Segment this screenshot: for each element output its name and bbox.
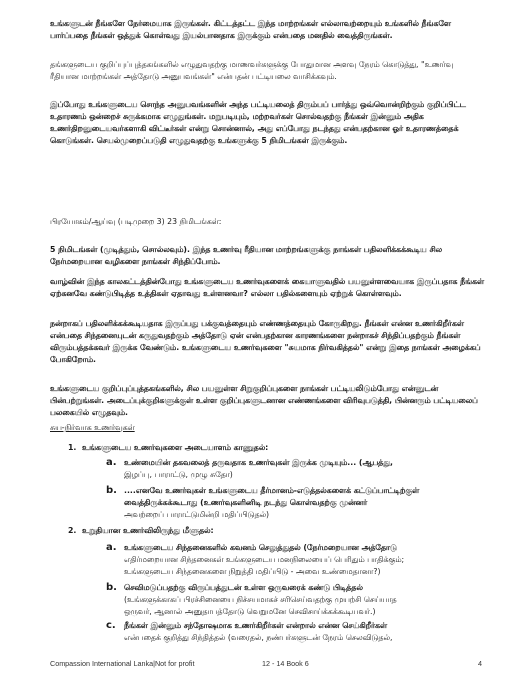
paragraph-honesty: உங்களுடன் நீங்களே நேர்மையாக இருங்கள். கிட்டத்தட்ட இந்த மாற்றங்கள் எல்லாவற்றையும் உங்களில் நீங்களே பார்ப்பதை நீங்கள் ஒத்துக் கொள்வது இயல்பானதாக இருக்கும் என்பதை மனதில் வைத்திருங்கள்.	[50, 19, 451, 40]
list-item-2-title: உறுதியான உணர்விலிருந்து மீளுதல்:	[82, 526, 214, 535]
paragraph-notebook-list: உங்களுடைய குறிப்புப்புத்தகங்களில், சில பயனுள்ள சிறுகுறிப்புகளை நாங்கள் பட்டியலிடும்போது என்னுடன் பின்பற்றுங்கள். அடைப்புக்குறிகளுக்குள் உள்ள குறிப்புகளுடனான எண்ணங்களை விரிவுபடுத்தி, பின்னரும் பட்டியலைப் பலகையில் எழுதவும்.	[50, 384, 478, 417]
paragraph-notebook-instruction: தங்களுடைய குறிப்புப்புத்தகங்களில் எழுதுவதற்கு மாணவர்களுக்கு போதுமான அளவு நேரம் கொடுத்து, "உணர்வு ரீதியான மாற்றங்கள் அத்தோடு அனுபவங்கள்" என்பதன் பட்டியலை வாசிக்கவும்.	[50, 60, 454, 81]
list-item-1b-text: ....எனவே உணர்வுகள் உங்களுடைய தீர்மானம்-எடுத்தல்களைக் கட்டுப்பாட்டிற்குள் வைத்திருக்கக்கூடாது (உணர்வுகளினிடி நடந்து கொள்வதற்கு முன்னர் அவற்றைப் பாராட்டுமின்றி மதிப்பிடுதல்)	[124, 486, 420, 519]
footer-organization: Compassion International Lanka|Not for profit	[50, 659, 195, 668]
footer-book: 12 - 14 Book 6	[262, 659, 309, 668]
page-number: 4	[478, 659, 482, 668]
list-item-2b-marker: b.	[106, 582, 117, 593]
list-item-2c-marker: c.	[106, 620, 116, 631]
list-item-2c-text: நீங்கள் இன்னும் சந்தோஷமாக உணர்கிறீர்கள் என்றால் என்ன செய்கிறீர்கள் என்பதைக் குறித்து சிந்தித்தல் (வரைதல், நண்பர்களுடன் நேரம் செலவிடுதல்,	[124, 621, 393, 642]
list-number-2: 2.	[68, 526, 77, 535]
paragraph-strategies-question: வாழ்வின் இந்த காலகட்டத்தின்போது உங்களுடைய உணர்வுகளைக் கையாளுவதில் பயனுள்ளவையாக இருப்பதாக நீங்கள் ஏற்கனவே கண்டுபிடித்த உத்திகள் ஏதாவது உள்ளனவா? எல்லா பதில்களையும் ஏற்றுக் கொள்ளவும்.	[50, 277, 484, 298]
list-item-1b-marker: b.	[106, 485, 117, 496]
list-item-1a-text: உண்மையின் தகவலைத் தருவதாக உணர்வுகள் இருக்க முடியும்... (ஆபத்து, இழப்பு, பாராட்டு, முழு சுதோ)	[124, 458, 393, 479]
list-item-2a-text: உங்களுடைய சிந்தனைகளில் கவனம் செலுத்துதல் (நேர்மறையான அத்தோடு எதிர்மறையான சிந்தனைகள் உங்களுடைய மனநிலையைப் பெரிதும் பாதிக்கும்; உங்களுடைய சிந்தனைகளை நிறுத்தி மதிப்பிடு - அவை உண்மைதானா?)	[124, 543, 405, 576]
section-heading: சுய-நிர்வாக உணர்வுகள்	[50, 423, 135, 432]
list-item-1a-marker: a.	[106, 457, 117, 468]
paragraph-positive-responses: 5 நிமிடங்கள் (முடித்தும், சொல்லவும்). இந்த உணர்வு ரீதியான மாற்றங்களுக்கு நாங்கள் பதிலளிக்கக்கூடிய சில நேர்மறையான வழிகளை நாங்கள் சிந்திப்போம்.	[50, 245, 443, 266]
paragraph-application-step: பிரயோகம்/ஆய்வு (படிமுறை 3) 23 நிமிடங்கள்:	[50, 217, 222, 226]
paragraph-own-experiences: இப்போது உங்களுடைய சொந்த அனுபவங்களின் அந்த பட்டியலைத் திரும்பப் பார்த்து ஒவ்வொன்றிற்கும் குறிப்பிட்ட உதாரணம் ஒன்றைச் சுருக்கமாக எழுதுங்கள். மறுபடியும், மற்றவர்கள் சொல்வதற்கு நீங்கள் இன்னும் அதிக உணர்திறனுடையவர்களாகி விட்டீர்கள் என்று சொன்னால், அது எப்போது நடந்தது என்பதற்கான ஓர் உதாரணத்தைக் கொடுங்கள். செயல்முறைப்படுதி எழுதுவதற்கு உங்களுக்கு 5 நிமிடங்கள் இருக்கும்.	[50, 100, 466, 145]
list-item-1-title: உங்களுடைய உணர்வுகளை அடையாளம் காணுதல்:	[82, 443, 269, 452]
paragraph-self-management: நன்றாகப் பதிலளிக்கக்கூடியதாக இருப்பது பக்குவத்தையும் எண்ணத்தையும் கோருகிறது. நீங்கள் என்ன உணர்கிறீர்கள் என்பதை சிந்தனையுடன் கருதுவதற்கும் அத்தோடு ஏன் என்பதற்கான காரணங்களை நன்றாகச் சிந்திப்பதற்கும் நீங்கள் விரும்பத்தக்கவர் இருக்க வேண்டும். உங்களுடைய உணர்வுகளை "சுயமாக நிர்வகித்தல்" என்று இதை நாங்கள் அழைக்கப் போகிறோம்.	[50, 319, 481, 364]
list-number-1: 1.	[68, 443, 77, 452]
list-item-2b-text: செவிமடுப்பதற்கு விருப்பத்துடன் உள்ள ஒருவரைக் கண்டு பிடித்தல் (உங்களுக்காகப் பிரச்சினையை நிச்சயமாகச் சரிசெய்வதற்கு முயற்சி செய்யாத ஒருவர், ஆனால் அனுதாபத்தோடு வெறுமனே செவிசாய்க்கக்கூடியவர்.)	[124, 583, 397, 616]
list-item-2a-marker: a.	[106, 542, 117, 553]
